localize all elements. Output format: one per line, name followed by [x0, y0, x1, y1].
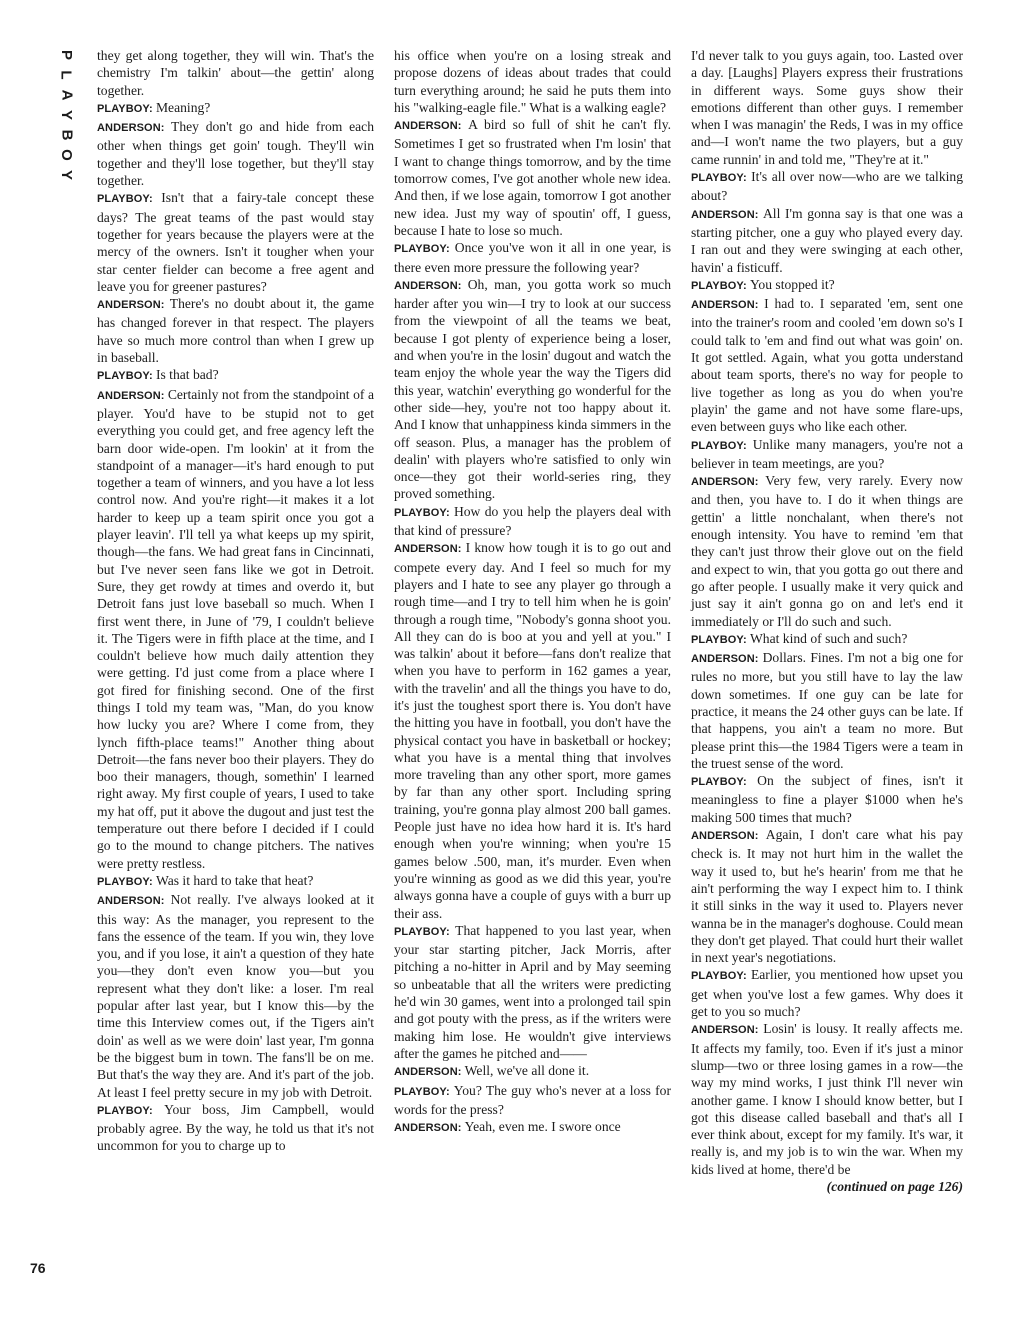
speaker-label: ANDERSON:	[691, 653, 763, 666]
speaker-label: ANDERSON:	[97, 122, 172, 135]
paragraph	[97, 99, 374, 118]
paragraph	[394, 276, 671, 503]
paragraph	[97, 872, 374, 891]
speaker-label: PLAYBOY:	[691, 633, 750, 646]
paragraph	[394, 116, 671, 239]
paragraph	[394, 1082, 671, 1119]
paragraph-text: Losin' is lousy. It really affects me. It affects my family, too. Even if it's just a minor slump—two or three losing games in a row—the way my mind works, I just think I'll never win another game. I know I should know better, but I got this disease called baseball and that's all I ever think about, except for my family. It's war, it really is, and my job is to win the war. When my kids lived at home, there'd be	[691, 1021, 963, 1177]
paragraph	[394, 922, 671, 1062]
speaker-label: PLAYBOY:	[97, 875, 156, 888]
paragraph	[394, 539, 671, 922]
paragraph-text: Very few, very rarely. Every now and then, you have to. I do it when things are gettin' a little nonchalant, when there's not enough intensity. You have to remind 'em that they can't just throw their glove out on the field and expect to win, that you gotta go out there and go after people. I usually make it very quick and just say it ain't gonna go on and let's end it immediately or I'll do such and such.	[691, 473, 963, 629]
article-columns	[97, 47, 964, 1297]
paragraph	[97, 295, 374, 366]
speaker-label: PLAYBOY:	[394, 506, 454, 519]
paragraph	[394, 1062, 671, 1081]
paragraph-text: Dollars. Fines. I'm not a big one for rules no more, but you still have to lay the law down sometimes. If one guy can be late for practice, it means the 24 other guys can be late. If that happens, you ain't a team no more. But please print this—the 1984 Tigers were a team in the truest sense of the word.	[691, 650, 963, 771]
paragraph-text: Was it hard to take that heat?	[155, 872, 314, 888]
paragraph	[97, 118, 374, 189]
paragraph	[97, 891, 374, 1101]
paragraph-text: How do you help the players deal with that kind of pressure?	[394, 503, 671, 539]
paragraph	[394, 503, 671, 540]
paragraph-text: Yeah, even me. I swore once	[464, 1119, 621, 1135]
column-1	[97, 47, 374, 1297]
speaker-label: ANDERSON:	[394, 1122, 465, 1135]
speaker-label: PLAYBOY:	[691, 439, 753, 452]
paragraph	[97, 47, 374, 99]
paragraph-text: You? The guy who's never at a loss for words for the press?	[394, 1082, 671, 1117]
speaker-label: PLAYBOY:	[691, 172, 752, 185]
paragraph-text: A bird so full of shit he can't fly. Sometimes I get so frustrated when I'm losin' that I want to change things tomorrow, and by the time tomorrow comes, I've got another whole new idea. And then, if we lose again, tomorrow I got another new idea. Just my way of spoutin' off, I guess, because I hate to lose so much.	[394, 117, 672, 238]
paragraph-text: What kind of such and such?	[749, 630, 908, 646]
speaker-label: ANDERSON:	[97, 299, 170, 312]
title-letter: Y	[57, 169, 75, 181]
paragraph-text: I'd never talk to you guys again, too. Lasted over a day. [Laughs] Players express their frustrations in different ways. Some guys show their emotions different than other guys. I remember when I was managin' the Reds, I was in my office and—I won't name the two players, but a guy came runnin' in and told me, "They're at it."	[691, 48, 963, 167]
title-letter: Y	[57, 109, 75, 121]
paragraph	[691, 630, 963, 649]
continued-note: (continued on page 126)	[826, 1179, 963, 1194]
paragraph	[691, 649, 963, 772]
speaker-label: PLAYBOY:	[394, 925, 456, 938]
title-letter: A	[58, 89, 75, 101]
speaker-label: PLAYBOY:	[691, 776, 758, 789]
paragraph-text: they get along together, they will win. That's the chemistry I'm talkin' about—the gettin' along together.	[97, 48, 374, 98]
paragraph-text: his office when you're on a losing streak and propose dozens of ideas about trades that could turn everything around; he said he puts them into his "walking-eagle file." What is a walking eagle?	[394, 48, 671, 115]
title-letter: P	[57, 49, 75, 61]
speaker-label: ANDERSON:	[394, 279, 468, 292]
paragraph-text: Well, we've all done it.	[464, 1063, 590, 1079]
title-letter: L	[57, 70, 75, 80]
paragraph	[97, 1101, 374, 1155]
paragraph	[691, 772, 963, 826]
paragraph-text: All I'm gonna say is that one was a starting pitcher, one a guy who played every day. I ran out and they were swinging at each other, havin' a fisticuff.	[691, 205, 964, 275]
paragraph	[394, 47, 671, 116]
paragraph-text: Again, I don't care what his pay check is. It may not hurt him in the wallet the way it used to, but he's hearin' from me that he ain't performing the way I expect him to. I think it still sinks in the way it used to. Players never wanna be in the manager's doghouse. Could mean they don't get played. That could hurt their wallet in next year's negotiations.	[691, 827, 963, 966]
paragraph-text: Is that bad?	[155, 367, 219, 383]
speaker-label: ANDERSON:	[691, 299, 765, 312]
paragraph	[97, 366, 374, 385]
paragraph-text: Oh, man, you gotta work so much harder after you win—I try to look at our success from the viewpoint of all the teams we beat, because I got plenty of experience being a loser, and when you're in the losin' dugout and watch the team enjoy the whole year the way the Tigers did this year, watchin' everything go wonderful for the other side—hey, you're not too happy about it. And I know that unhappiness kinda simmers in the off season. Plus, a manager has the problem of dealin' with players who're satisfied to only win once—they got their world-series ring, they proved something.	[394, 276, 671, 502]
paragraph-text: I had to. I separated 'em, sent one into the trainer's room and cooled 'em down so's I could talk to 'em and find out what was goin' on. It got settled. Again, what you gotta understand about team sports, there's no way for people to live together as long as you do when you're playin' the game and not have some flare-ups, even between guys who like each other.	[691, 296, 963, 435]
title-letter: O	[57, 149, 75, 161]
speaker-label: PLAYBOY:	[97, 370, 156, 383]
paragraph	[691, 47, 963, 168]
speaker-label: ANDERSON:	[97, 389, 168, 402]
paragraph-text: It's all over now—who are we talking about?	[691, 169, 964, 204]
title-letter: B	[58, 129, 75, 141]
paragraph	[691, 276, 963, 295]
paragraph	[691, 205, 963, 276]
speaker-label: PLAYBOY:	[691, 279, 750, 292]
speaker-label: PLAYBOY:	[97, 102, 156, 115]
speaker-label: ANDERSON:	[97, 895, 171, 908]
paragraph-text: You stopped it?	[749, 276, 835, 292]
paragraph-text: There's no doubt about it, the game has changed forever in that respect. The players have so much more control than when I grew up in baseball.	[97, 296, 374, 366]
speaker-label: ANDERSON:	[394, 543, 466, 556]
speaker-label: PLAYBOY:	[97, 193, 162, 206]
magazine-title-vertical	[54, 45, 78, 185]
paragraph-text: Your boss, Jim Campbell, would probably agree. By the way, he told us that it's not uncommon for you to charge up to	[97, 1101, 375, 1154]
speaker-label: ANDERSON:	[691, 1024, 764, 1037]
paragraph	[97, 189, 374, 295]
speaker-label: ANDERSON:	[691, 208, 763, 221]
speaker-label: PLAYBOY:	[691, 970, 751, 983]
paragraph-text: Unlike many managers, you're not a believer in team meetings, are you?	[691, 436, 964, 471]
paragraph	[691, 826, 963, 966]
paragraph-text: Certainly not from the standpoint of a player. You'd have to be stupid not to get everything you could get, and free agency left the barn door wide-open. I'm lookin' at it from the standpoint of a manager—it's hard enough to put together a team of winners, and you have a lot less control now. And you're right—it makes it a lot harder to keep up a team spirit once you got a player leavin'. I'll tell ya what keeps up my spirit, though—the fans. We had great fans in Cincinnati, but I've never seen fans like we got in Detroit. Sure, they get rowdy at times and overdo it, but Detroit fans just love baseball so much. When I first went there, in June of '79, I couldn't believe it. The Tigers were in fifth place at the time, and I couldn't believe how much daily attention they were getting. I'd just come from a place where I got fired for finishing second. One of the first things I told my team was, "Man, do you know how lucky you are? Where I come from, they lynch fifth-place teams!" Another thing about Detroit—the fans never boo their players. They do boo their managers, though, somethin' I learned right away. My first couple of years, I used to take my hat off, put it above the dugout and just test the temperature out there before I decided if I could go to the mound to change pitchers. The natives were pretty restless.	[97, 386, 375, 871]
paragraph-text: On the subject of fines, isn't it meaningless to fine a player $1000 when he's making 500 times that much?	[691, 773, 964, 825]
speaker-label: PLAYBOY:	[97, 1104, 165, 1117]
paragraph	[691, 436, 963, 473]
paragraph-text: They don't go and hide from each other when things get goin' tough. They'll win together and they'll lose together, but they'll stay together.	[97, 119, 375, 189]
speaker-label: ANDERSON:	[691, 830, 766, 843]
speaker-label: ANDERSON:	[691, 476, 766, 489]
paragraph-text: Meaning?	[155, 99, 211, 115]
speaker-label: PLAYBOY:	[394, 1085, 454, 1098]
page-number: 76	[30, 1260, 46, 1276]
paragraph	[691, 966, 963, 1020]
paragraph	[691, 1020, 963, 1178]
paragraph-text: I know how tough it is to go out and compete every day. And I feel so much for my players and I hate to see any player go through a rough time—and I try to tell him when he is goin' through a rough time, "Nobody's gonna shoot you. All they can do is boo at you and yell at you." I was talkin' about it before—fans don't realize that when you have to perform in 162 games a year, with the travelin' and all the things you have to do, it's just the toughest sport there is. You don't have the hitting you have in football, you don't have the physical contact you have in basketball or hockey; what you have is a mental thing that involves more traveling than any other sport, more games by far than any other sport. Including spring training, you're gonna play almost 200 ball games. People just have no idea how hard it is. It's hard enough when you're winning; when you're 15 games below .500, man, it's murder. Even when you're winning as good as we did this year, you're always gonna have a couple of guys with a burr up their ass.	[394, 540, 672, 921]
paragraph	[691, 168, 963, 205]
paragraph	[394, 1118, 671, 1137]
speaker-label: ANDERSON:	[394, 1066, 465, 1079]
paragraph	[394, 239, 671, 276]
speaker-label: ANDERSON:	[394, 120, 469, 133]
column-2	[394, 47, 671, 1297]
speaker-label: PLAYBOY:	[394, 243, 455, 256]
paragraph	[691, 472, 963, 630]
paragraph	[97, 386, 374, 872]
paragraph-text: That happened to you last year, when your star starting pitcher, Jack Morris, after pitching a no-hitter in April and by May seeming so unbeatable that all the writers were predicting he'd win 30 games, went into a prolonged tail spin and got pouty with the press, as if the writers were making him lose. He wouldn't give interviews after the games he pitched and——	[394, 922, 672, 1061]
column-3	[691, 47, 963, 1297]
paragraph-text: Earlier, you mentioned how upset you get when you've lost a few games. Why does it get to you so much?	[691, 967, 964, 1020]
paragraph-text: Not really. I've always looked at it this way: As the manager, you represent to the fans the essence of the team. If you win, they love you, and if you lose, it ain't a question of they hate you—they don't even know you—but you represent what they don't like: a loser. I'm real popular after last year, but I know this—by the time this Interview comes out, if the Tigers ain't doin' as well as we were doin' last year, I'm gonna be the biggest bum in town. The fans'll be on me. But that's the way they are. And it's part of the job. At least I feel pretty secure in my job with Detroit.	[97, 892, 374, 1100]
paragraph-text: Isn't that a fairy-tale concept these days? The great teams of the past would stay together for years because the players were at the mercy of the owners. Isn't it tougher when your star center fielder can become a free agent and leave you for greener pastures?	[97, 190, 374, 294]
paragraph-text: Once you've won it all in one year, is there even more pressure the following year?	[394, 240, 671, 275]
paragraph	[691, 295, 963, 435]
